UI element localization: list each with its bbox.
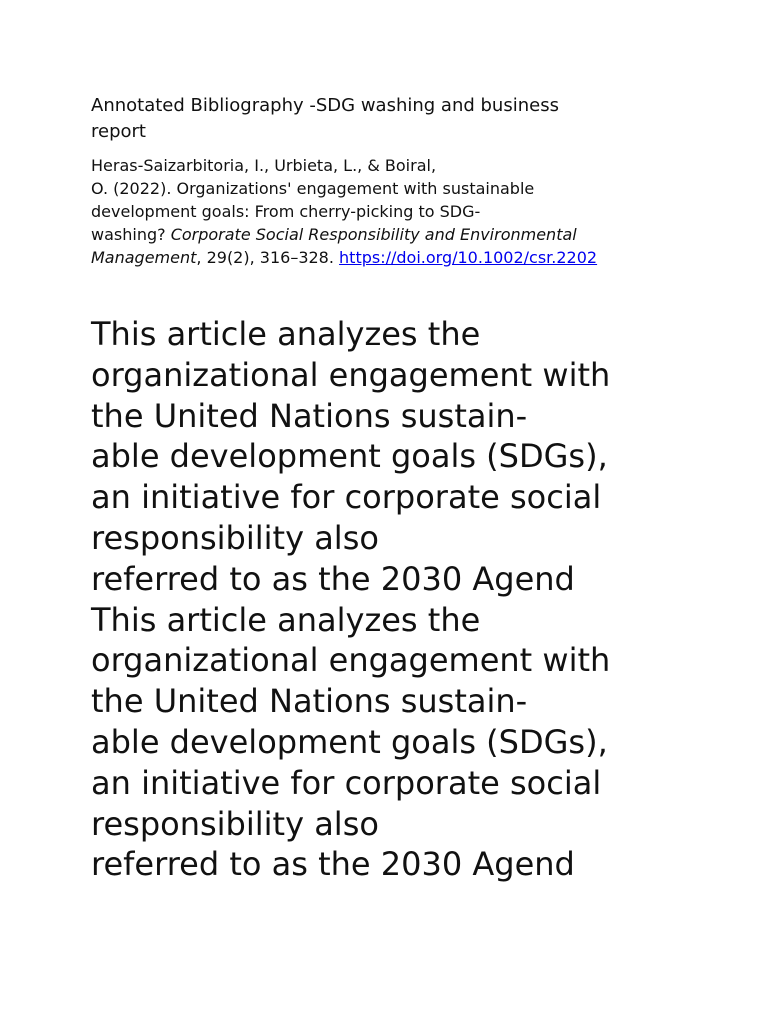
doi-link[interactable]: https://doi.org/10.1002/csr.2202 bbox=[339, 248, 598, 267]
paragraph-line: responsibility also bbox=[91, 804, 379, 843]
citation-line-4-prefix: washing? bbox=[91, 225, 171, 244]
citation-line-5 bbox=[91, 246, 691, 269]
paragraph-line: organizational engagement with bbox=[91, 641, 611, 680]
paragraph-line: responsibility also bbox=[91, 518, 379, 557]
paragraph-line: able development goals (SDGs), bbox=[91, 437, 608, 476]
paragraph-line: an initiative for corporate social bbox=[91, 763, 602, 802]
document-title-line-2: report bbox=[91, 121, 146, 142]
citation-line-1: Heras-Saizarbitoria, I., Urbieta, L., & Boiral, bbox=[91, 156, 437, 175]
citation-line-3: development goals: From cherry-picking to SDG- bbox=[91, 202, 481, 221]
paragraph-line: organizational engagement with bbox=[91, 355, 611, 394]
citation-volume-pages: , 29(2), 316–328. bbox=[196, 248, 340, 267]
paragraph-line: the United Nations sustain- bbox=[91, 396, 528, 435]
paragraph-line: referred to as the 2030 Agend bbox=[91, 845, 575, 884]
paragraph-line: This article analyzes the bbox=[91, 315, 481, 353]
journal-name-part-2: Management bbox=[91, 248, 197, 267]
citation-block bbox=[91, 154, 691, 269]
paragraph-line: the United Nations sustain- bbox=[91, 682, 528, 721]
paragraph-line: able development goals (SDGs), bbox=[91, 722, 608, 761]
paragraph-line: referred to as the 2030 Agend bbox=[91, 559, 575, 598]
citation-line-4 bbox=[91, 223, 691, 246]
journal-name-part-1: Corporate Social Responsibility and Environmental bbox=[170, 225, 577, 244]
paragraph-line: This article analyzes the bbox=[91, 600, 481, 639]
paragraph-line: an initiative for corporate social bbox=[91, 478, 602, 517]
annotation-paragraph bbox=[91, 314, 711, 885]
document-title-line-1: Annotated Bibliography -SDG washing and business bbox=[91, 95, 559, 116]
document-title bbox=[91, 93, 651, 145]
citation-line-2: O. (2022). Organizations' engagement with sustainable bbox=[91, 179, 535, 198]
